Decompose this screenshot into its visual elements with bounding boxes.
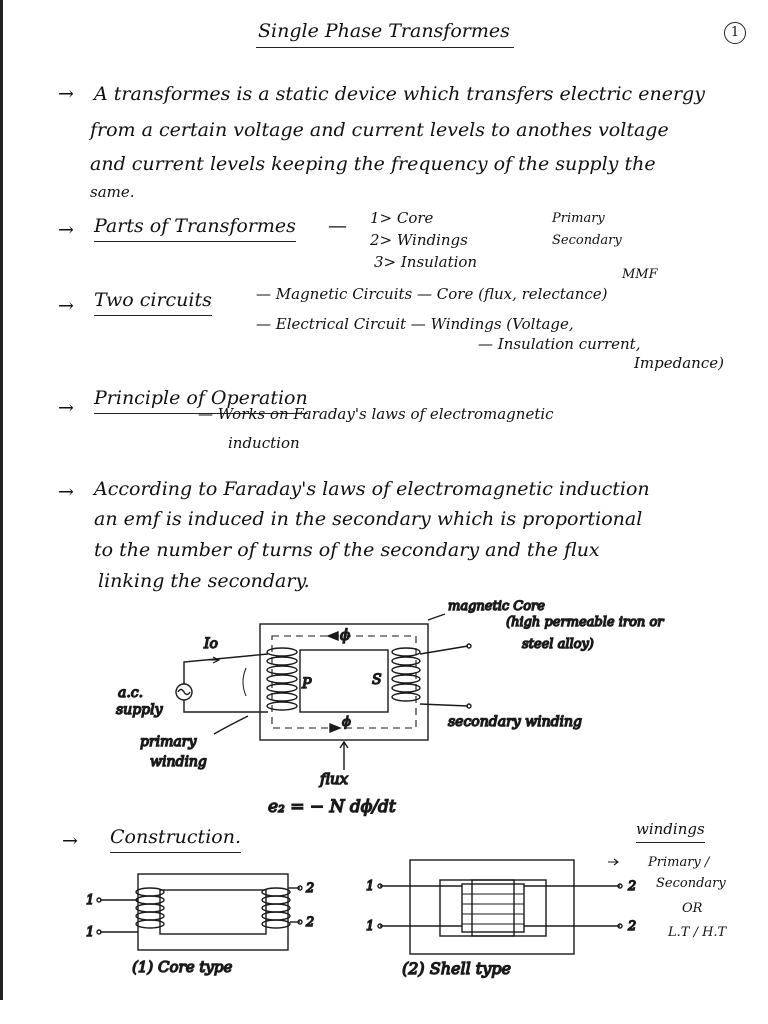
principle-heading: Principle of Operation <box>94 389 308 414</box>
shell-type-terminal-2a: 2 <box>628 879 637 894</box>
emf-equation: e₂ = − N dϕ/dt <box>268 797 396 817</box>
parts-dash: — <box>328 215 347 237</box>
bullet-arrow-6: → <box>62 830 78 852</box>
intro-line-4: same. <box>90 183 135 201</box>
faraday-line-3: to the number of turns of the secondary and the flux <box>94 539 600 561</box>
bullet-arrow-2: → <box>58 219 74 241</box>
windings-heading: windings <box>636 822 705 843</box>
principle-line-1: — Works on Faraday's laws of electromagnetic <box>198 405 554 423</box>
magnetic-core-label: magnetic Core <box>448 599 545 614</box>
mmf-label: MMF <box>622 267 658 282</box>
bullet-arrow-5: → <box>58 481 74 503</box>
core-type-terminal-2b: 2 <box>306 915 315 930</box>
shell-type-outer <box>410 860 574 954</box>
parts-item-insulation: 3> Insulation <box>374 253 478 271</box>
shell-type-diagram <box>378 860 622 954</box>
windings-or: OR <box>682 901 703 916</box>
shell-type-center-limb <box>472 880 514 936</box>
core-type-diagram <box>97 874 302 950</box>
core-type-terminal-1b: 1 <box>86 925 95 940</box>
shell-type-terminal-2b: 2 <box>628 919 637 934</box>
faraday-line-2: an emf is induced in the secondary which is proportional <box>94 508 643 530</box>
bullet-arrow-4: → <box>58 397 74 419</box>
phi-label-bottom: ϕ <box>342 715 351 730</box>
winding-secondary: Secondary <box>552 233 622 248</box>
intro-line-3: and current levels keeping the frequency of the supply the <box>90 153 656 175</box>
shell-type-coil <box>462 884 524 932</box>
primary-label: primary <box>140 734 197 750</box>
electrical-circuit: — Electrical Circuit — Windings (Voltage, <box>256 315 574 333</box>
windings-secondary: Secondary <box>656 876 726 891</box>
shell-type-terminal-1b: 1 <box>366 919 375 934</box>
s-label: S <box>372 672 382 688</box>
phi-label-top: ϕ <box>340 626 351 644</box>
primary-winding-label: winding <box>150 754 207 770</box>
io-label: Io <box>204 636 218 652</box>
windings-arrow-icon <box>608 859 618 865</box>
ac-label: a.c. <box>118 685 144 701</box>
core-note-2: steel alloy) <box>522 637 594 652</box>
page-title: Single Phase Transformes <box>258 20 510 42</box>
principle-line-2: induction <box>228 434 300 452</box>
winding-primary: Primary <box>552 211 605 226</box>
core-note-1: (high permeable iron or <box>506 615 664 630</box>
shell-type-window <box>440 880 546 936</box>
intro-line-2: from a certain voltage and current levels to anothes voltage <box>90 119 669 141</box>
circuits-heading: Two circuits <box>94 291 212 316</box>
supply-label: supply <box>116 702 163 718</box>
core-type-terminal-2a: 2 <box>306 881 315 896</box>
bullet-arrow-1: → <box>58 83 74 105</box>
core-type-terminal-1a: 1 <box>86 893 95 908</box>
core-type-caption: (1) Core type <box>132 958 233 976</box>
faraday-line-4: linking the secondary. <box>98 570 310 592</box>
construction-heading: Construction. <box>110 828 241 853</box>
impedance-label: Impedance) <box>634 354 724 372</box>
parts-item-windings: 2> Windings <box>370 231 468 249</box>
page-number: 1 <box>724 22 746 44</box>
parts-item-core: 1> Core <box>370 209 434 227</box>
p-label: P <box>302 676 312 692</box>
bullet-arrow-3: → <box>58 295 74 317</box>
parts-heading: Parts of Transformes <box>94 217 296 242</box>
shell-type-terminal-1a: 1 <box>366 879 375 894</box>
secondary-winding-label: secondary winding <box>448 714 583 730</box>
insulation-circuit: — Insulation current, <box>478 335 641 353</box>
windings-primary: Primary / <box>648 855 710 870</box>
magnetic-circuit: — Magnetic Circuits — Core (flux, relectance) <box>256 285 608 303</box>
windings-lt-ht: L.T / H.T <box>668 925 727 940</box>
core-type-window <box>160 890 266 934</box>
shell-type-caption: (2) Shell type <box>402 959 511 978</box>
intro-line-1: A transformes is a static device which transfers electric energy <box>94 83 705 105</box>
faraday-line-1: According to Faraday's laws of electromagnetic induction <box>94 478 650 500</box>
flux-label: flux <box>320 770 349 788</box>
